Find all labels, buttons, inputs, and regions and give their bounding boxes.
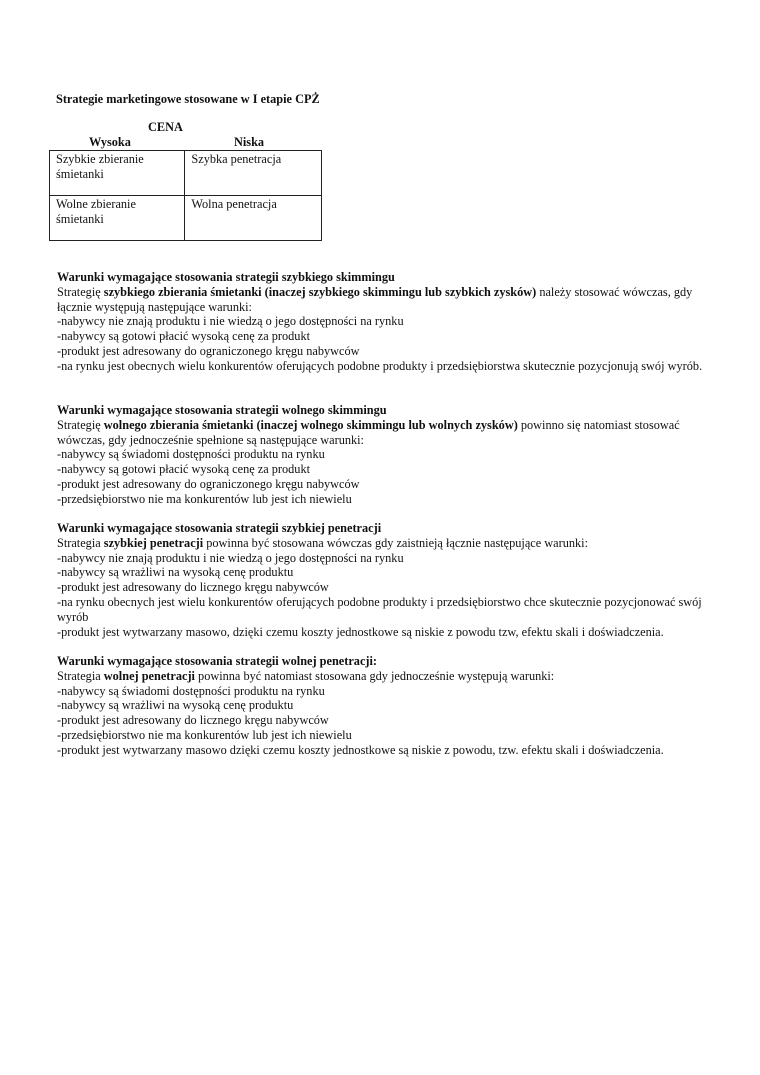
list-item: -produkt jest adresowany do licznego kręgu nabywców — [57, 580, 329, 595]
intro-text: Strategię — [57, 284, 104, 299]
list-item: -produkt jest wytwarzany masowo, dzięki czemu koszty jednostkowe są niskie z powodu tzw, efektu skali i doświadczenia. — [57, 624, 664, 639]
list-item: -produkt jest adresowany do ograniczonego kręgu nabywców — [57, 476, 360, 491]
list-item: -nabywcy są gotowi płacić wysoką cenę za produkt — [57, 462, 311, 477]
intro-bold-text: wolnego zbierania śmietanki (inaczej wolnego skimmingu lub wolnych zysków) — [103, 417, 518, 432]
intro-text: należy stosować wówczas, gdy łącznie występują następujące warunki: — [57, 284, 693, 314]
section-slow-skimming — [57, 403, 717, 507]
section-heading: Warunki wymagające stosowania strategii szybkiego skimmingu — [57, 270, 395, 284]
list-item: -produkt jest adresowany do licznego kręgu nabywców — [57, 713, 329, 728]
intro-text: Strategia — [57, 535, 104, 550]
list-item: -na rynku jest obecnych wielu konkurentów oferujących podobne produkty i przedsiębiorstwa skutecznie pozycjonują swój wyrób. — [57, 358, 703, 373]
intro-text: powinna być stosowana wówczas gdy zaistnieją łącznie następujące warunki: — [203, 535, 588, 550]
list-item: -nabywcy są świadomi dostępności produktu na rynku — [57, 683, 325, 698]
intro-bold-text: szybkiego zbierania śmietanki (inaczej szybkiego skimmingu lub szybkich zysków) — [103, 284, 537, 299]
intro-text: powinno się natomiast stosować wówczas, gdy jednocześnie spełnione są następujące warunki: — [57, 417, 680, 447]
intro-text: powinna być natomiast stosowana gdy jednocześnie występują warunki: — [194, 668, 555, 683]
section-intro — [57, 669, 717, 684]
matrix-row — [50, 151, 322, 196]
matrix-col-low: Niska — [234, 135, 265, 149]
list-item: -produkt jest wytwarzany masowo dzięki czemu koszty jednostkowe są niskie z powodu, tzw. efektu skali i doświadczenia. — [57, 742, 664, 757]
intro-bold-text: szybkiej penetracji — [103, 535, 204, 550]
matrix-col-high: Wysoka — [89, 135, 131, 149]
list-item: -na rynku obecnych jest wielu konkurentów oferujących podobne produkty i przedsiębiorstwo chce skutecznie pozycjonować swój wyrób — [57, 594, 702, 624]
section-intro — [57, 536, 717, 551]
list-item: -produkt jest adresowany do ograniczonego kręgu nabywców — [57, 343, 360, 358]
section-fast-penetration — [57, 521, 717, 639]
list-item: -nabywcy nie znają produktu i nie wiedzą o jego dostępności na rynku — [57, 550, 404, 565]
section-intro — [57, 285, 717, 315]
section-slow-penetration — [57, 654, 717, 758]
section-heading: Warunki wymagające stosowania strategii szybkiej penetracji — [57, 521, 382, 535]
section-intro — [57, 418, 717, 448]
matrix-header-price: CENA — [148, 120, 183, 134]
list-item: -nabywcy nie znają produktu i nie wiedzą o jego dostępności na rynku — [57, 314, 404, 329]
document-title: Strategie marketingowe stosowane w I etapie CPŻ — [56, 92, 320, 106]
intro-bold-text: wolnej penetracji — [103, 668, 195, 683]
list-item: -nabywcy są świadomi dostępności produktu na rynku — [57, 447, 325, 462]
matrix-cell: Wolna penetracja — [185, 196, 322, 241]
intro-text: Strategia — [57, 668, 104, 683]
matrix-cell: Szybka penetracja — [185, 151, 322, 196]
list-item: -nabywcy są gotowi płacić wysoką cenę za produkt — [57, 329, 311, 344]
section-heading: Warunki wymagające stosowania strategii wolnej penetracji: — [57, 654, 378, 668]
matrix-cell: Szybkie zbieranie śmietanki — [50, 151, 185, 196]
intro-text: Strategię — [57, 417, 104, 432]
list-item: -przedsiębiorstwo nie ma konkurentów lub jest ich niewielu — [57, 491, 352, 506]
list-item: -nabywcy są wrażliwi na wysoką cenę produktu — [57, 698, 294, 713]
section-heading: Warunki wymagające stosowania strategii wolnego skimmingu — [57, 403, 387, 417]
list-item: -nabywcy są wrażliwi na wysoką cenę produktu — [57, 565, 294, 580]
strategy-matrix — [49, 150, 322, 241]
list-item: -przedsiębiorstwo nie ma konkurentów lub jest ich niewielu — [57, 727, 352, 742]
section-fast-skimming — [57, 270, 717, 374]
matrix-cell: Wolne zbieranie śmietanki — [50, 196, 185, 241]
matrix-row — [50, 196, 322, 241]
